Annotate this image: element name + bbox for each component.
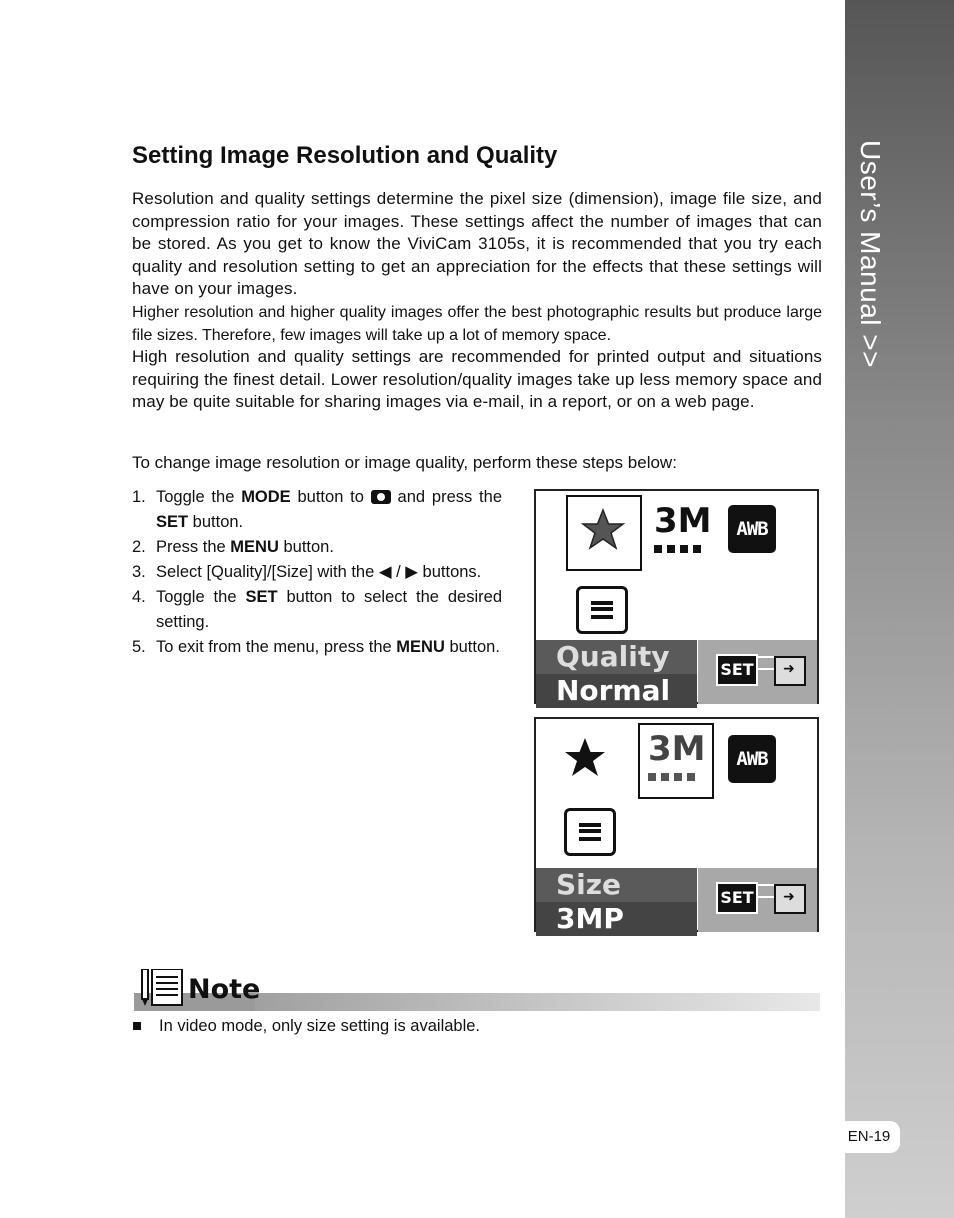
setting-label: Size (536, 868, 697, 902)
list-item: In video mode, only size setting is available. (133, 1017, 480, 1036)
list-item: 5. To exit from the menu, press the MENU button. (132, 638, 500, 656)
list-item: 4. Toggle the SET button to select the desired setting. (132, 588, 502, 631)
bullet-icon (133, 1022, 141, 1030)
note-icon (140, 969, 184, 1007)
frame-mode-icon (576, 586, 628, 634)
manual-title: User’s Manual >> (855, 140, 886, 368)
camera-screen-quality (534, 489, 819, 707)
frame-mode-icon (564, 808, 616, 856)
paragraph: To change image resolution or image quality, perform these steps below: (132, 453, 677, 472)
awb-icon: AWB (728, 505, 776, 553)
setting-label: Quality (536, 640, 697, 674)
set-icon: SET (716, 654, 758, 686)
paragraph: High resolution and quality settings are recommended for printed output and situations requiring the finest detail. Lower resolution/quality images take up less memory space and may be quite suitable for sharing images via e-mail, in a report, or on a web page. (132, 347, 822, 412)
set-icon: SET (716, 882, 758, 914)
set-hint (698, 868, 817, 932)
set-hint (698, 640, 817, 704)
steps-list (132, 485, 502, 660)
note-bar (255, 993, 820, 1011)
paragraph: Higher resolution and higher quality images offer the best photographic results but produce large file sizes. Therefore, few images will take up a lot of memory space. (132, 304, 822, 344)
setting-value: 3MP (536, 902, 697, 936)
section-title: Setting Image Resolution and Quality (132, 142, 558, 169)
awb-icon: AWB (728, 735, 776, 783)
page-number: EN-19 (838, 1121, 900, 1153)
exit-icon (774, 656, 806, 686)
resolution-icon: 3M (654, 501, 712, 541)
camera-mode-icon (371, 490, 391, 504)
star-quality-icon (580, 507, 626, 553)
star-quality-icon (562, 735, 608, 781)
list-item: 2. Press the MENU button. (132, 538, 334, 556)
camera-screen-size (534, 717, 819, 935)
exit-icon (774, 884, 806, 914)
setting-value: Normal (536, 674, 697, 708)
resolution-dots-icon (654, 545, 706, 555)
resolution-dots-icon (648, 773, 700, 783)
resolution-icon: 3M (648, 729, 706, 769)
paragraph: Resolution and quality settings determine the pixel size (dimension), image file size, and compression ratio for your images. These settings affect the number of images that can be stored. As you get to know the ViviCam 3105s, it is recommended that you try each quality and resolution setting to get an appreciation for the effects that these settings will have on your images. (132, 189, 822, 299)
list-item: 1. Toggle the MODE button to and press the SET button. (132, 488, 502, 531)
list-item: 3. Select [Quality]/[Size] with the ◀ / ▶ buttons. (132, 563, 482, 581)
note-title: Note (188, 974, 261, 1005)
